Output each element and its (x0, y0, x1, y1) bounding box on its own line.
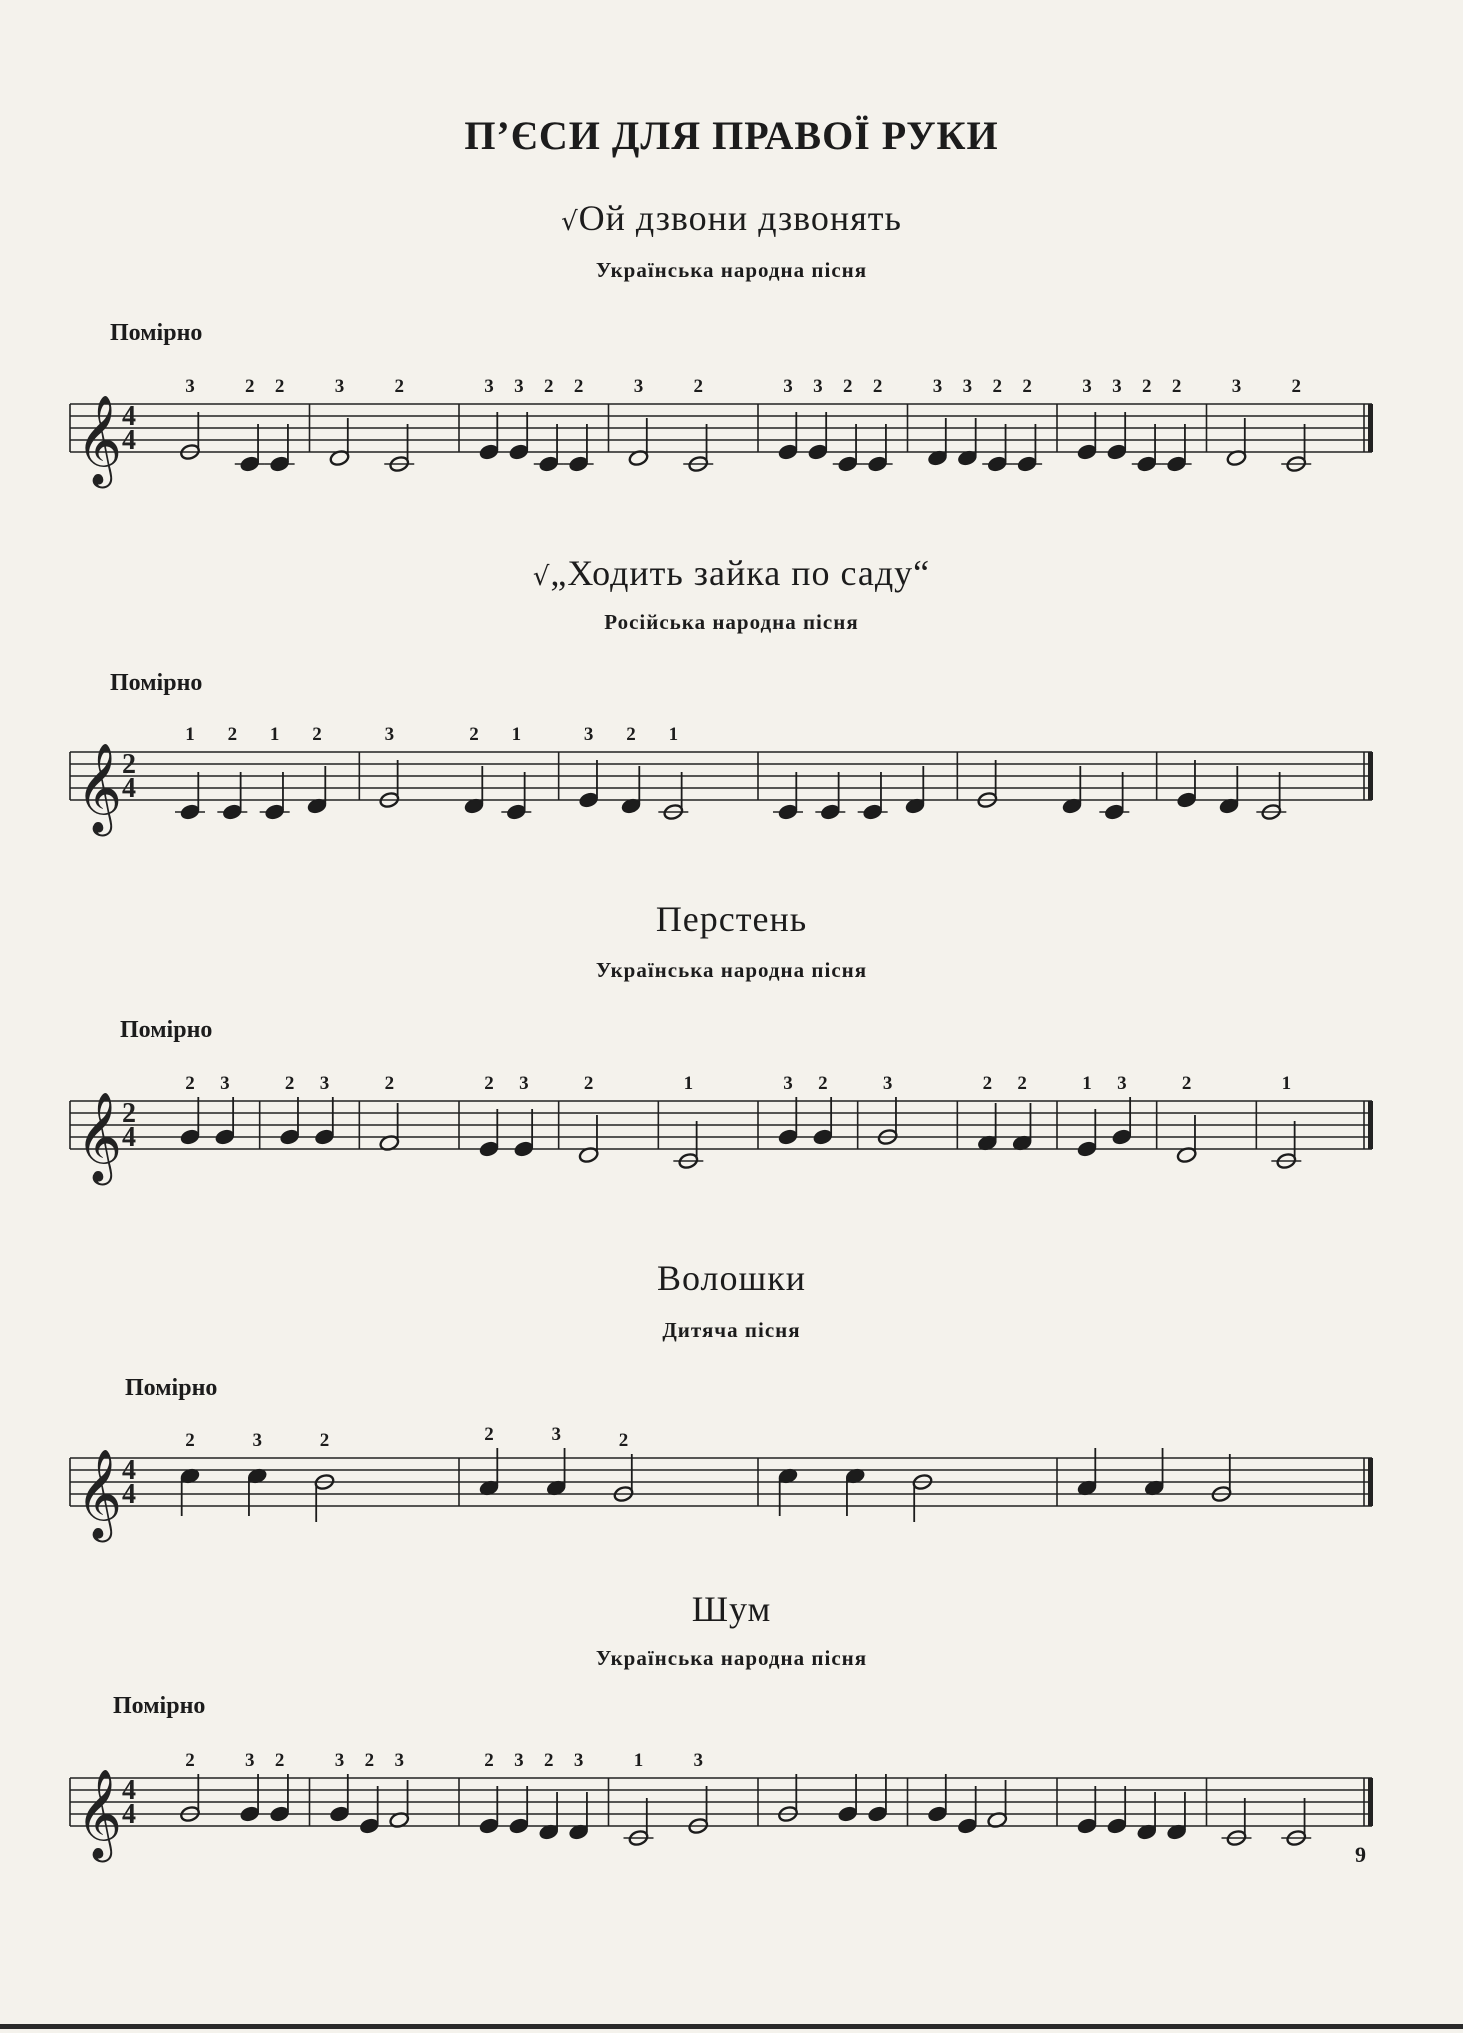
piece-title (0, 197, 1463, 239)
fingering-number: 2 (484, 1073, 494, 1094)
fingering-number: 1 (185, 724, 195, 745)
fingering-number: 3 (573, 1750, 584, 1771)
fingering-number: 3 (220, 1073, 230, 1094)
check-mark: √ (532, 562, 551, 592)
fingering-number: 3 (783, 1073, 793, 1094)
fingering-number: 1 (1082, 1073, 1092, 1094)
piece-subtitle: Українська народна пісня (595, 1646, 868, 1670)
fingering-number: 3 (583, 724, 594, 745)
fingering-number: 3 (932, 376, 943, 397)
fingering-number: 3 (813, 376, 823, 397)
fingering-number: 2 (1017, 1073, 1027, 1094)
time-signature-top: 2 (122, 1098, 136, 1129)
tempo-marking: Помірно (110, 670, 203, 696)
fingering-number: 2 (274, 1750, 285, 1771)
time-signature-bottom: 4 (122, 1799, 136, 1830)
fingering-number: 2 (1291, 376, 1301, 397)
fingering-number: 2 (284, 1073, 295, 1094)
fingering-number: 3 (633, 376, 644, 397)
fingering-number: 2 (982, 1073, 993, 1094)
piece-subtitle: Російська народна пісня (604, 610, 859, 634)
fingering-number: 2 (312, 724, 322, 745)
fingering-number: 2 (484, 1750, 494, 1771)
page-title: П’ЄСИ ДЛЯ ПРАВОЇ РУКИ (464, 113, 999, 158)
tempo-marking: Помірно (125, 1375, 218, 1401)
piece-subtitle: Дитяча пісня (662, 1318, 801, 1342)
fingering-number: 2 (274, 376, 285, 397)
fingering-number: 1 (683, 1073, 694, 1094)
piece-title-text: Ой дзвони дзвонять (578, 198, 902, 238)
piece-subtitle: Українська народна пісня (595, 258, 868, 282)
piece-title-text: Шум (691, 1589, 772, 1629)
fingering-number: 2 (394, 376, 404, 397)
music-staff (0, 1734, 1463, 1884)
music-staff (0, 360, 1463, 510)
fingering-number: 2 (245, 376, 255, 397)
fingering-number: 2 (1171, 376, 1182, 397)
fingering-number: 3 (252, 1430, 262, 1451)
time-signature-top: 4 (122, 1775, 136, 1806)
fingering-number: 2 (364, 1750, 375, 1771)
time-signature-bottom: 4 (122, 1122, 136, 1153)
check-mark: √ (561, 207, 579, 237)
fingering-number: 3 (1117, 1073, 1127, 1094)
fingering-number: 3 (962, 376, 973, 397)
fingering-number: 3 (319, 1073, 330, 1094)
time-signature-top: 2 (122, 749, 136, 780)
time-signature-bottom: 4 (122, 773, 136, 804)
fingering-number: 3 (882, 1073, 893, 1094)
final-bar-thick (1368, 752, 1373, 800)
fingering-number: 3 (185, 376, 195, 397)
fingering-number: 2 (227, 724, 238, 745)
fingering-number: 2 (544, 376, 554, 397)
fingering-number: 3 (334, 376, 345, 397)
piece-title-text: Волошки (657, 1258, 806, 1298)
treble-clef: 𝄞 (76, 1769, 123, 1859)
piece-title (0, 1257, 1463, 1299)
fingering-number: 2 (469, 724, 479, 745)
fingering-number: 2 (1022, 376, 1032, 397)
fingering-number: 2 (185, 1073, 195, 1094)
fingering-number: 2 (818, 1073, 828, 1094)
time-signature-top: 4 (122, 1455, 136, 1486)
piece-title (0, 552, 1463, 594)
fingering-number: 3 (394, 1750, 404, 1771)
fingering-number: 2 (384, 1073, 395, 1094)
fingering-number: 3 (783, 376, 793, 397)
fingering-number: 1 (511, 724, 522, 745)
piece-title-text: Перстень (655, 899, 808, 939)
fingering-number: 3 (514, 376, 524, 397)
fingering-number: 3 (245, 1750, 255, 1771)
time-signature-bottom: 4 (122, 425, 136, 456)
fingering-number: 2 (693, 376, 703, 397)
music-staff (0, 1414, 1463, 1564)
fingering-number: 2 (843, 376, 853, 397)
time-signature-top: 4 (122, 401, 136, 432)
fingering-number: 2 (544, 1750, 554, 1771)
fingering-number: 1 (1281, 1073, 1292, 1094)
fingering-number: 1 (668, 724, 679, 745)
tempo-marking: Помірно (110, 320, 203, 346)
fingering-number: 2 (185, 1750, 195, 1771)
fingering-number: 3 (384, 724, 395, 745)
fingering-number: 2 (583, 1073, 594, 1094)
fingering-number: 2 (484, 1424, 494, 1445)
fingering-number: 3 (693, 1750, 703, 1771)
piece-title (0, 1588, 1463, 1630)
piece-title (0, 898, 1463, 940)
music-staff (0, 1057, 1463, 1207)
treble-clef: 𝄞 (76, 743, 123, 833)
fingering-number: 2 (1181, 1073, 1192, 1094)
piece-title-text: „Ходить зайка по саду“ (550, 553, 931, 593)
page-edge (0, 2024, 1463, 2029)
page-number: 9 (1355, 1842, 1366, 1867)
final-bar-thick (1368, 1778, 1373, 1826)
fingering-number: 2 (626, 724, 636, 745)
fingering-number: 2 (185, 1430, 195, 1451)
treble-clef: 𝄞 (76, 1449, 123, 1539)
piece-subtitle: Українська народна пісня (595, 958, 868, 982)
fingering-number: 2 (1142, 376, 1152, 397)
fingering-number: 2 (618, 1430, 629, 1451)
treble-clef: 𝄞 (76, 395, 123, 485)
fingering-number: 3 (334, 1750, 345, 1771)
final-bar-thick (1368, 1101, 1373, 1149)
fingering-number: 3 (484, 376, 494, 397)
fingering-number: 3 (1231, 376, 1242, 397)
final-bar-thick (1368, 1458, 1373, 1506)
treble-clef: 𝄞 (76, 1092, 123, 1182)
fingering-number: 2 (992, 376, 1002, 397)
fingering-number: 1 (269, 724, 280, 745)
tempo-marking: Помірно (120, 1017, 213, 1043)
fingering-number: 3 (514, 1750, 524, 1771)
time-signature-bottom: 4 (122, 1479, 136, 1510)
fingering-number: 3 (1082, 376, 1092, 397)
tempo-marking: Помірно (113, 1693, 206, 1719)
final-bar-thick (1368, 404, 1373, 452)
fingering-number: 2 (872, 376, 883, 397)
fingering-number: 3 (519, 1073, 529, 1094)
music-staff (0, 708, 1463, 858)
fingering-number: 3 (1112, 376, 1122, 397)
fingering-number: 2 (573, 376, 584, 397)
fingering-number: 2 (319, 1430, 330, 1451)
fingering-number: 1 (633, 1750, 644, 1771)
fingering-number: 3 (551, 1424, 561, 1445)
